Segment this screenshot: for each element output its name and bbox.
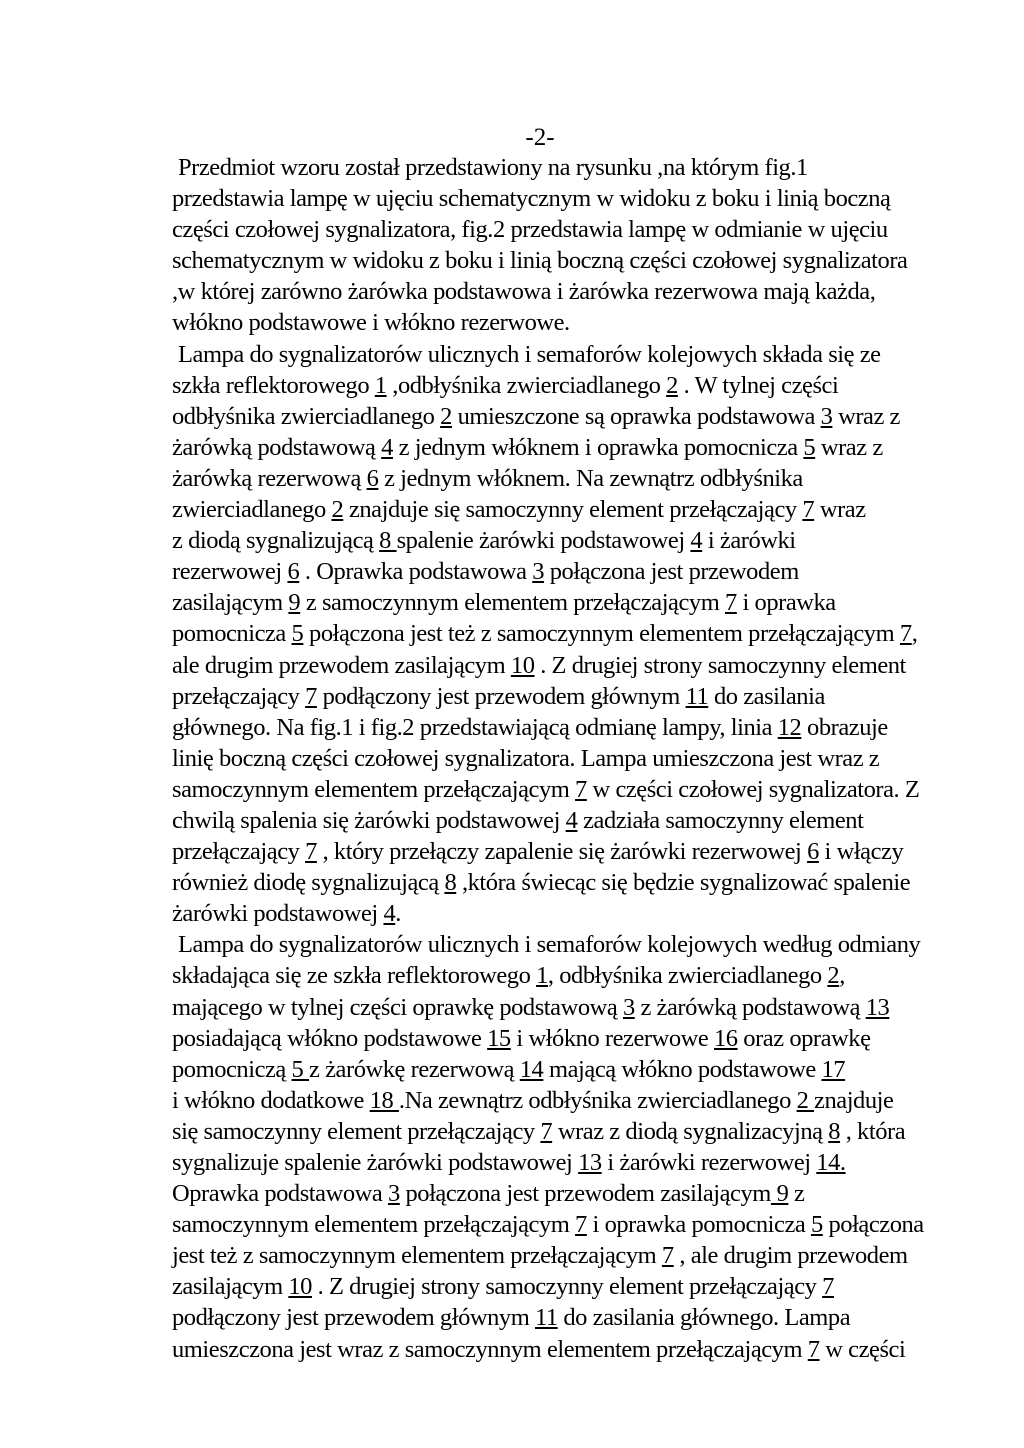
text-segment: . Z drugiej strony samoczynny element przełączający bbox=[311, 1273, 823, 1301]
text-line bbox=[172, 836, 932, 867]
text-line bbox=[172, 432, 932, 463]
reference-numeral: 2 bbox=[827, 962, 840, 990]
text-segment: zwierciadlanego bbox=[172, 496, 332, 524]
reference-numeral: 4 bbox=[383, 900, 396, 928]
reference-numeral: 2 bbox=[666, 371, 678, 399]
text-segment: zasilającym bbox=[172, 589, 289, 617]
reference-numeral: 17 bbox=[821, 1055, 846, 1083]
text-line bbox=[172, 276, 932, 307]
reference-numeral: 9 bbox=[770, 1180, 789, 1208]
text-line bbox=[172, 1240, 932, 1271]
text-segment: spalenie żarówki podstawowej bbox=[396, 527, 691, 555]
text-line bbox=[172, 618, 932, 649]
text-segment: pomocnicza bbox=[172, 620, 292, 648]
text-segment: i włączy bbox=[818, 838, 904, 866]
text-segment: podłączony jest przewodem głównym bbox=[316, 682, 686, 710]
reference-numeral: 3 bbox=[387, 1180, 400, 1208]
text-segment: samoczynnym elementem przełączającym bbox=[172, 775, 576, 803]
text-line bbox=[172, 1271, 932, 1302]
reference-numeral: 8 bbox=[379, 527, 397, 555]
text-segment: schematycznym w widoku z boku i linią boczną części czołowej sygnalizatora bbox=[172, 247, 908, 275]
text-segment: sygnalizuje spalenie żarówki podstawowej bbox=[172, 1149, 579, 1176]
text-segment: również diodę sygnalizującą bbox=[172, 869, 445, 897]
text-segment: , bbox=[911, 620, 918, 648]
text-segment: w części bbox=[819, 1335, 906, 1363]
text-segment: włókno podstawowe i włókno rezerwowe. bbox=[172, 309, 570, 337]
reference-numeral: 7 bbox=[575, 775, 587, 803]
text-segment: z diodą sygnalizującą bbox=[172, 527, 380, 555]
reference-numeral: 7 bbox=[575, 1211, 587, 1239]
text-segment: żarówką podstawową bbox=[172, 433, 382, 461]
text-segment: zasilającym bbox=[172, 1273, 289, 1301]
text-segment: i żarówki rezerwowej bbox=[601, 1149, 817, 1176]
reference-numeral: 7 bbox=[802, 496, 815, 524]
reference-numeral: 14 bbox=[519, 1055, 544, 1083]
text-segment: z samoczynnym elementem przełączającym bbox=[300, 589, 725, 617]
text-segment: ,odbłyśnika zwierciadlanego bbox=[386, 371, 667, 399]
text-segment: z żarówkę rezerwową bbox=[309, 1055, 520, 1083]
reference-numeral: 4 bbox=[565, 806, 578, 834]
reference-numeral: 9 bbox=[288, 589, 301, 617]
text-segment: przełączający bbox=[172, 838, 306, 866]
text-line bbox=[172, 805, 932, 836]
text-segment: połączona jest też z samoczynnym elementem przełączającym bbox=[303, 620, 900, 648]
text-line bbox=[172, 1085, 932, 1116]
text-line bbox=[172, 1178, 932, 1209]
text-segment: ,która świecąc się będzie sygnalizować spalenie bbox=[456, 869, 911, 897]
reference-numeral: 15 bbox=[487, 1024, 511, 1052]
text-segment: Oprawka podstawowa bbox=[172, 1180, 388, 1208]
text-line bbox=[172, 712, 932, 743]
text-segment: do zasilania głównego. Lampa bbox=[557, 1304, 851, 1332]
reference-numeral: 2 bbox=[440, 402, 452, 430]
text-line bbox=[172, 339, 932, 370]
text-segment: . bbox=[395, 900, 401, 928]
reference-numeral: 2 bbox=[796, 1086, 815, 1114]
reference-numeral: 11 bbox=[535, 1304, 558, 1332]
reference-numeral: 3 bbox=[532, 558, 545, 586]
text-segment: jest też z samoczynnym elementem przełączającym bbox=[172, 1242, 662, 1270]
text-segment: z jednym włóknem i oprawka pomocnicza bbox=[392, 433, 804, 461]
text-segment: połączona bbox=[822, 1211, 924, 1239]
text-segment: szkła reflektorowego bbox=[172, 371, 375, 399]
text-segment: zadziała samoczynny element bbox=[577, 806, 864, 834]
text-segment: Przedmiot wzoru został przedstawiony na rysunku ,na którym fig.1 bbox=[178, 154, 808, 181]
reference-numeral: 1 bbox=[536, 962, 548, 990]
text-segment: , która bbox=[840, 1117, 906, 1145]
text-line bbox=[172, 1116, 932, 1147]
text-line bbox=[172, 152, 932, 183]
reference-numeral: 5 bbox=[291, 620, 304, 648]
text-segment: . W tylnej części bbox=[677, 371, 839, 399]
reference-numeral: 1 bbox=[374, 371, 387, 399]
text-line bbox=[172, 556, 932, 587]
text-line bbox=[172, 1147, 932, 1178]
text-segment: samoczynnym elementem przełączającym bbox=[172, 1211, 576, 1239]
text-segment: żarówką rezerwową bbox=[172, 464, 367, 492]
reference-numeral: 11 bbox=[685, 682, 709, 710]
text-line bbox=[172, 774, 932, 805]
text-segment: znajduje bbox=[814, 1086, 894, 1114]
reference-numeral: 7 bbox=[540, 1117, 553, 1145]
reference-numeral: 7 bbox=[305, 838, 317, 866]
reference-numeral: 8 bbox=[444, 869, 457, 897]
reference-numeral: 7 bbox=[305, 682, 317, 710]
reference-numeral: 2 bbox=[331, 496, 344, 524]
reference-numeral: 5 bbox=[803, 433, 816, 461]
text-segment: oraz oprawkę bbox=[737, 1024, 871, 1052]
text-line bbox=[172, 1334, 932, 1365]
text-segment: podłączony jest przewodem głównym bbox=[172, 1304, 535, 1332]
text-line bbox=[172, 370, 932, 401]
text-segment: . Oprawka podstawowa bbox=[299, 558, 533, 586]
text-line bbox=[172, 960, 932, 991]
text-segment: się samoczynny element przełączający bbox=[172, 1117, 541, 1145]
text-segment: głównego. Na fig.1 i fig.2 przedstawiającą odmianę lampy, linia bbox=[172, 713, 778, 741]
text-line bbox=[172, 401, 932, 432]
reference-numeral: 10 bbox=[288, 1273, 312, 1301]
text-line bbox=[172, 992, 932, 1023]
text-line bbox=[172, 1209, 932, 1240]
text-line bbox=[172, 587, 932, 618]
page-number: -2- bbox=[525, 124, 555, 151]
reference-numeral: 7 bbox=[807, 1335, 820, 1363]
text-segment: , bbox=[839, 962, 845, 990]
text-segment: mającego w tylnej części oprawkę podstawową bbox=[172, 993, 623, 1021]
reference-numeral: 6 bbox=[366, 464, 379, 492]
text-segment: umieszczona jest wraz z samoczynnym elementem przełączającym bbox=[172, 1335, 808, 1363]
text-segment: przedstawia lampę w ujęciu schematycznym w widoku z boku i linią boczną bbox=[172, 185, 891, 213]
text-line bbox=[172, 898, 932, 929]
reference-numeral: 3 bbox=[622, 993, 635, 1021]
text-segment: chwilą spalenia się żarówki podstawowej bbox=[172, 806, 566, 834]
reference-numeral: 6 bbox=[807, 838, 819, 866]
text-segment: i włókno rezerwowe bbox=[510, 1024, 714, 1052]
text-segment: znajduje się samoczynny element przełączający bbox=[343, 496, 803, 524]
text-segment: posiadającą włókno podstawowe bbox=[172, 1024, 488, 1052]
text-segment: połączona jest przewodem bbox=[544, 558, 799, 586]
reference-numeral: 7 bbox=[822, 1273, 834, 1301]
text-segment: i oprawka bbox=[736, 589, 836, 617]
text-segment: , odbłyśnika zwierciadlanego bbox=[547, 962, 828, 990]
text-line bbox=[172, 681, 932, 712]
text-segment: i włókno dodatkowe bbox=[172, 1086, 370, 1114]
text-segment: składająca się ze szkła reflektorowego bbox=[172, 962, 537, 990]
reference-numeral: 16 bbox=[714, 1024, 738, 1052]
text-line bbox=[172, 1054, 932, 1085]
text-line bbox=[172, 743, 932, 774]
text-segment: rezerwowej bbox=[172, 558, 288, 586]
text-segment: i oprawka pomocnicza bbox=[586, 1211, 811, 1239]
text-line bbox=[172, 1023, 932, 1054]
text-segment: wraz z bbox=[815, 433, 883, 461]
text-segment: w części czołowej sygnalizatora. Z bbox=[586, 775, 920, 803]
reference-numeral: 10 bbox=[510, 651, 535, 679]
text-segment: pomocniczą bbox=[172, 1055, 292, 1083]
body-text bbox=[172, 152, 932, 1365]
text-segment: z jednym włóknem. Na zewnątrz odbłyśnika bbox=[378, 464, 803, 492]
text-segment: i żarówki bbox=[702, 527, 796, 555]
text-line bbox=[172, 1302, 932, 1333]
reference-numeral: 3 bbox=[820, 402, 833, 430]
text-segment: .Na zewnątrz odbłyśnika zwierciadlanego bbox=[398, 1086, 797, 1114]
text-line bbox=[172, 463, 932, 494]
text-segment: ale drugim przewodem zasilającym bbox=[172, 651, 511, 679]
text-segment: żarówki podstawowej bbox=[172, 900, 384, 928]
text-segment: wraz z diodą sygnalizacyjną bbox=[552, 1117, 829, 1145]
reference-numeral: 7 bbox=[725, 589, 737, 617]
text-segment: . Z drugiej strony samoczynny element bbox=[534, 651, 906, 679]
reference-numeral: 8 bbox=[828, 1117, 841, 1145]
text-segment: wraz bbox=[814, 496, 866, 524]
reference-numeral: 13 bbox=[578, 1149, 602, 1176]
text-line bbox=[172, 307, 932, 338]
text-segment: ,w której zarówno żarówka podstawowa i żarówka rezerwowa mają każda, bbox=[172, 278, 876, 306]
text-segment: z bbox=[788, 1180, 805, 1208]
text-segment: wraz z bbox=[832, 402, 900, 430]
reference-numeral: 13 bbox=[865, 993, 890, 1021]
text-segment: połączona jest przewodem zasilającym bbox=[399, 1180, 771, 1208]
text-segment: obrazuje bbox=[801, 713, 888, 741]
text-segment: linię boczną części czołowej sygnalizatora. Lampa umieszczona jest wraz z bbox=[172, 744, 880, 772]
text-line bbox=[172, 245, 932, 276]
reference-numeral: 7 bbox=[899, 620, 912, 648]
text-segment: odbłyśnika zwierciadlanego bbox=[172, 402, 441, 430]
reference-numeral: 14. bbox=[816, 1149, 846, 1176]
text-line bbox=[172, 929, 932, 960]
text-line bbox=[172, 525, 932, 556]
reference-numeral: 7 bbox=[661, 1242, 674, 1270]
text-line bbox=[172, 494, 932, 525]
reference-numeral: 18 bbox=[369, 1086, 399, 1114]
text-segment: mającą włókno podstawowe bbox=[543, 1055, 822, 1083]
text-segment: umieszczone są oprawka podstawowa bbox=[451, 402, 821, 430]
reference-numeral: 4 bbox=[381, 433, 393, 461]
text-segment: części czołowej sygnalizatora, fig.2 przedstawia lampę w odmianie w ujęciu bbox=[172, 216, 888, 244]
text-segment: , ale drugim przewodem bbox=[673, 1242, 908, 1270]
text-segment: z żarówką podstawową bbox=[634, 993, 866, 1021]
reference-numeral: 4 bbox=[690, 527, 703, 555]
text-line bbox=[172, 183, 932, 214]
text-line bbox=[172, 867, 932, 898]
text-segment: Lampa do sygnalizatorów ulicznych i semaforów kolejowych według odmiany bbox=[178, 931, 921, 959]
reference-numeral: 5 bbox=[291, 1055, 310, 1083]
text-segment: Lampa do sygnalizatorów ulicznych i semaforów kolejowych składa się ze bbox=[178, 340, 881, 368]
text-segment: przełączający bbox=[172, 682, 306, 710]
reference-numeral: 6 bbox=[287, 558, 300, 586]
text-segment: do zasilania bbox=[708, 682, 825, 710]
text-segment: , który przełączy zapalenie się żarówki rezerwowej bbox=[316, 838, 808, 866]
text-line bbox=[172, 650, 932, 681]
reference-numeral: 12 bbox=[777, 713, 802, 741]
text-line bbox=[172, 214, 932, 245]
reference-numeral: 5 bbox=[810, 1211, 823, 1239]
